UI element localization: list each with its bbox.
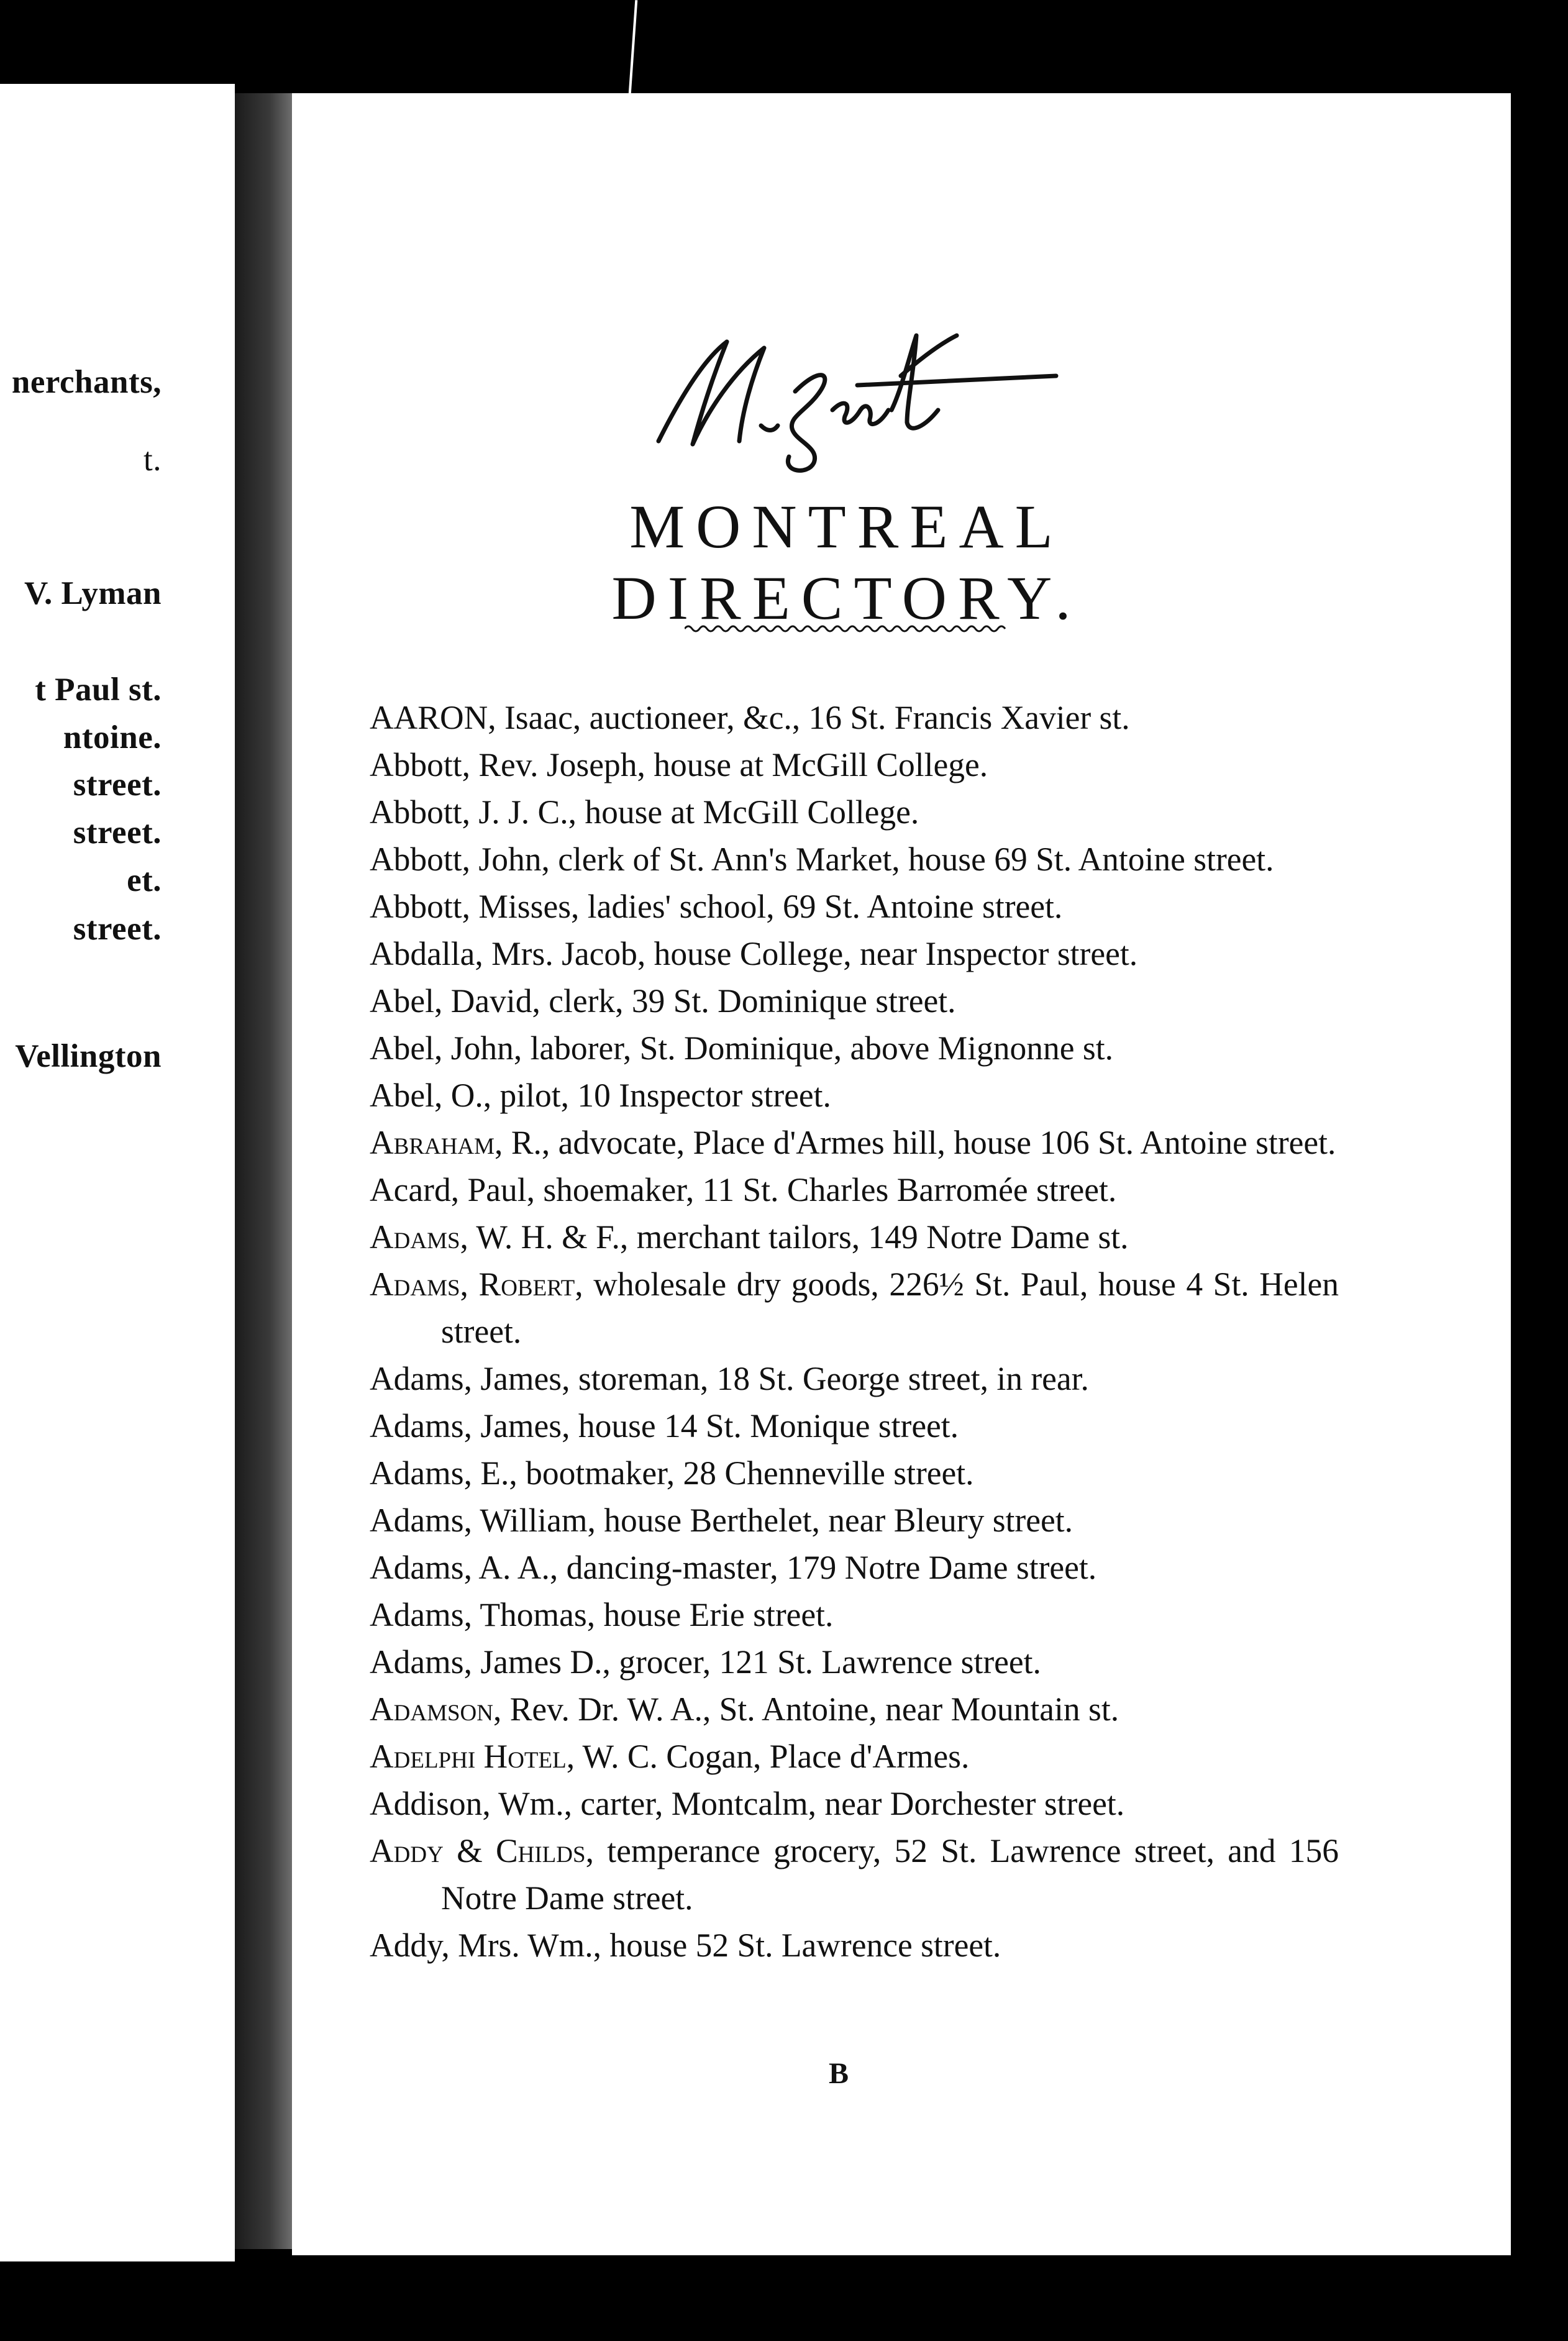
directory-entry	[370, 1780, 1339, 1827]
directory-entry	[370, 1261, 1339, 1355]
directory-entry	[370, 1072, 1339, 1119]
directory-entry	[370, 1497, 1339, 1544]
entry-details: J. J. C., house at McGill College.	[470, 793, 919, 831]
entry-name: Adams,	[370, 1218, 468, 1256]
entry-details: Paul, shoemaker, 11 St. Charles Barromée street.	[459, 1171, 1117, 1208]
entry-name: Adams,	[370, 1360, 472, 1397]
facing-page-line: street.	[73, 815, 162, 851]
entry-details: W. H. & F., merchant tailors, 149 Notre Dame st.	[468, 1218, 1129, 1256]
directory-entry	[370, 930, 1339, 977]
directory-entry	[370, 1402, 1339, 1449]
entry-details: Rev. Dr. W. A., St. Antoine, near Mountain st.	[501, 1691, 1119, 1728]
entry-name: Adams,	[370, 1596, 472, 1633]
directory-entry	[370, 1355, 1339, 1402]
facing-page-line: street.	[73, 767, 162, 803]
entry-name: Adams,	[370, 1454, 472, 1492]
entry-details: R., advocate, Place d'Armes hill, house 106 St. Antoine street.	[503, 1124, 1336, 1161]
entry-details: John, clerk of St. Ann's Market, house 69 St. Antoine street.	[470, 841, 1274, 878]
directory-entries	[370, 694, 1339, 1969]
directory-entry	[370, 741, 1339, 788]
facing-page-line: t.	[144, 442, 162, 478]
facing-page-line: et.	[127, 862, 162, 898]
entry-details: Thomas, house Erie street.	[472, 1596, 834, 1633]
entry-name: Abraham,	[370, 1124, 503, 1161]
directory-entry	[370, 1119, 1339, 1166]
facing-page-line: t Paul st.	[35, 672, 162, 708]
handwritten-signature	[634, 317, 1069, 478]
entry-details: James D., grocer, 121 St. Lawrence street.	[472, 1643, 1041, 1681]
directory-entry	[370, 1827, 1339, 1922]
entry-details: James, storeman, 18 St. George street, in rear.	[472, 1360, 1089, 1397]
directory-entry	[370, 883, 1339, 930]
entry-details: John, laborer, St. Dominique, above Mignonne st.	[442, 1029, 1113, 1067]
entry-details: Wm., carter, Montcalm, near Dorchester street.	[490, 1785, 1125, 1822]
entry-details: David, clerk, 39 St. Dominique street.	[442, 982, 956, 1020]
directory-entry	[370, 694, 1339, 741]
entry-name: Adams,	[370, 1502, 472, 1539]
directory-entry	[370, 788, 1339, 836]
entry-name: Adelphi Hotel,	[370, 1738, 575, 1775]
entry-name: Abdalla,	[370, 935, 483, 972]
entry-details: Isaac, auctioneer, &c., 16 St. Francis Xavier st.	[496, 699, 1130, 736]
facing-page-line: ntoine.	[63, 719, 162, 755]
facing-page-fragment	[0, 84, 235, 2261]
entry-name: Adams,	[370, 1643, 472, 1681]
signature-mark: B	[829, 2057, 849, 2090]
entry-name: Addy & Childs,	[370, 1832, 594, 1869]
directory-entry	[370, 1638, 1339, 1686]
entry-name: Addison,	[370, 1785, 491, 1822]
entry-name: Abbott,	[370, 888, 470, 925]
directory-entry	[370, 1733, 1339, 1780]
facing-page-line: V. Lyman	[24, 575, 162, 611]
entry-name: AARON,	[370, 699, 496, 736]
entry-name: Abel,	[370, 982, 443, 1020]
entry-name: Abbott,	[370, 746, 470, 783]
directory-entry	[370, 1591, 1339, 1638]
facing-page-line: Vellington	[15, 1038, 162, 1074]
directory-entry	[370, 836, 1339, 883]
entry-details: A. A., dancing-master, 179 Notre Dame street.	[472, 1549, 1097, 1586]
directory-entry	[370, 1686, 1339, 1733]
entry-details: William, house Berthelet, near Bleury street.	[472, 1502, 1073, 1539]
entry-details: James, house 14 St. Monique street.	[472, 1407, 959, 1444]
facing-page-line: nerchants,	[11, 364, 162, 400]
entry-name: Addy,	[370, 1927, 450, 1964]
directory-entry	[370, 1166, 1339, 1213]
directory-entry	[370, 977, 1339, 1024]
entry-name: Adams,	[370, 1407, 472, 1444]
directory-entry	[370, 1449, 1339, 1497]
directory-entry	[370, 1213, 1339, 1261]
entry-name: Abbott,	[370, 793, 470, 831]
entry-details: Rev. Joseph, house at McGill College.	[470, 746, 988, 783]
entry-name: Adams, Robert,	[370, 1266, 583, 1303]
facing-page-line: street.	[73, 911, 162, 947]
directory-entry	[370, 1922, 1339, 1969]
page-title: MONTREAL DIRECTORY.	[611, 492, 1082, 632]
entry-name: Abel,	[370, 1077, 443, 1114]
entry-details: W. C. Cogan, Place d'Armes.	[575, 1738, 970, 1775]
entry-details: wholesale dry goods, 226½ St. Paul, house 4 St. Helen street.	[441, 1266, 1339, 1350]
entry-details: O., pilot, 10 Inspector street.	[442, 1077, 831, 1114]
entry-name: Acard,	[370, 1171, 460, 1208]
entry-details: Mrs. Jacob, house College, near Inspector street.	[483, 935, 1138, 972]
entry-name: Adams,	[370, 1549, 472, 1586]
ornamental-rule	[685, 621, 1008, 636]
directory-entry	[370, 1544, 1339, 1591]
entry-details: temperance grocery, 52 St. Lawrence street, and 156 Notre Dame street.	[441, 1832, 1339, 1917]
entry-details: Mrs. Wm., house 52 St. Lawrence street.	[449, 1927, 1001, 1964]
directory-entry	[370, 1024, 1339, 1072]
entry-name: Abbott,	[370, 841, 470, 878]
entry-details: E., bootmaker, 28 Chenneville street.	[472, 1454, 974, 1492]
entry-name: Adamson,	[370, 1691, 502, 1728]
entry-details: Misses, ladies' school, 69 St. Antoine street.	[470, 888, 1063, 925]
entry-name: Abel,	[370, 1029, 443, 1067]
